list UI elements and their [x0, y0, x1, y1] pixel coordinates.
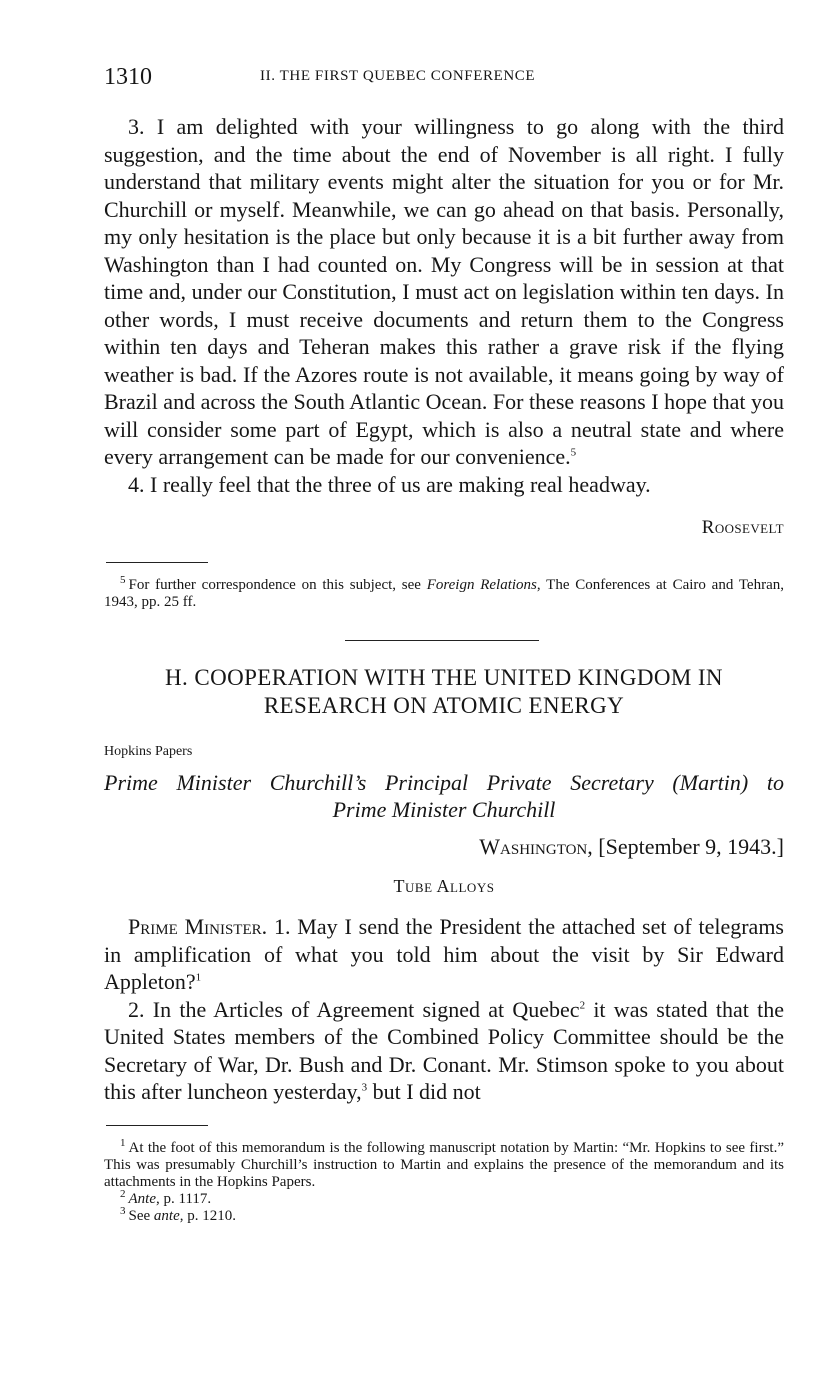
section-heading: H. COOPERATION WITH THE UNITED KINGDOM IN RESEARCH ON ATOMIC ENERGY [165, 665, 723, 718]
letter-body [104, 113, 784, 498]
section-divider [345, 640, 539, 641]
dateline: Washington, [September 9, 1943.] [479, 834, 784, 859]
page-number: 1310 [104, 64, 152, 90]
signature: Roosevelt [701, 517, 784, 538]
salutation: Prime Minister. [128, 914, 268, 939]
page-header [104, 64, 784, 94]
subject-heading: Tube Alloys [393, 876, 495, 896]
memo-paragraph-1: Prime Minister. 1. May I send the President the attached set of telegrams in amplification of what you told him about the visit by Sir Edward Appleton?$^1$ [104, 914, 784, 994]
memo-body [104, 913, 784, 1106]
footnote-ref: 5 [570, 446, 577, 459]
footnotes-block [104, 1137, 784, 1225]
letter-paragraph-4: 4. I really feel that the three of us are making real headway. [128, 471, 651, 497]
footnote-ref: 3 [361, 1081, 368, 1094]
source-label: Hopkins Papers [104, 744, 193, 759]
footnote-5: $^5$ For further correspondence on this subject, see Foreign Relations, The Conferences at Cairo and Tehran, 1943, pp. 25 ff. [104, 574, 784, 610]
footnote-divider [106, 1125, 208, 1126]
document-title: Prime Minister Churchill’s Principal Private Secretary (Martin) to Prime Minister Churchill [104, 770, 784, 822]
memo-paragraph-2: 2. In the Articles of Agreement signed at Quebec$^2$ it was stated that the United States members of the Combined Policy Committee should be the Secretary of War, Dr. Bush and Dr. Conant. Mr. Stimson spoke to you about this after luncheon yesterday,$^3$ but I did not [104, 996, 784, 1104]
running-head: II. THE FIRST QUEBEC CONFERENCE [260, 68, 536, 84]
footnote-2: $^2$ Ante, p. 1117. [120, 1188, 212, 1207]
footnote-divider [106, 562, 208, 563]
footnote-ref: 1 [195, 971, 202, 984]
letter-paragraph-3: 3. I am delighted with your willingness to go along with the third suggestion, and the time about the end of November is all right. I fully understand that military events might alter the situation for you or for Mr. Churchill or myself. Meanwhile, we can go ahead on that basis. Personally, my only hesitation is the place but only because it is a bit further away from Washington than I had counted on. My Congress will be in session at that time and, under our Constitution, I must act on legislation within ten days. In other words, I must receive documents and return them to the Congress within ten days and Teheran makes this rather a grave risk if the flying weather is bad. If the Azores route is not available, it means going by way of Brazil and across the South Atlantic Ocean. For these reasons I hope that you will consider some part of Egypt, which is also a neutral state and where every arrangement can be made for our convenience.$^5$ [104, 114, 784, 469]
footnote-1: $^1$ At the foot of this memorandum is the following manuscript notation by Martin: “Mr. Hopkins to see first.” This was presumably Churchill’s instruction to Martin and explains the presence of the memorandum and its attachments in the Hopkins Papers. [104, 1137, 784, 1190]
footnote-3: $^3$ See ante, p. 1210. [120, 1205, 236, 1224]
footnote-ref: 2 [579, 999, 586, 1012]
